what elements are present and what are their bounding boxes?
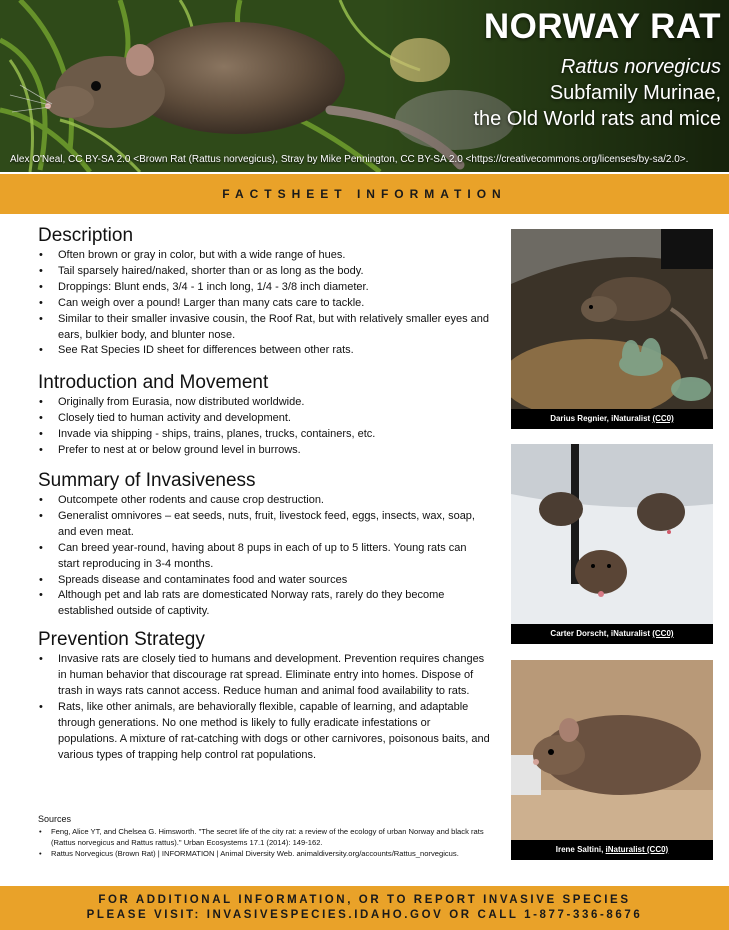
list-item: • Invasive rats are closely tied to humans and development. Prevention requires changes in human behavior that discourage rat spread. Eliminate entry into homes. Dispose of trash in ways rats cannot access. Reduce human and animal food availability to rats. — [38, 652, 490, 700]
sources-heading: Sources — [38, 814, 72, 824]
footer-line-1: FOR ADDITIONAL INFORMATION, OR TO REPORT INVASIVE SPECIES — [98, 894, 631, 906]
header-photo-credit: Alex O'Neal, CC BY-SA 2.0 <Brown Rat (Rattus norvegicus), Stray by Mike Pennington, CC BY-SA 2.0 <https://creativecommons.org/licenses/by-sa/2.0>. — [10, 154, 689, 165]
factsheet-band-label: FACTSHEET INFORMATION — [222, 187, 507, 201]
list-item: • Originally from Eurasia, now distributed worldwide. — [38, 395, 490, 411]
photo-caption-2 — [511, 624, 713, 644]
sources-section — [38, 814, 498, 859]
photo-caption-1 — [511, 409, 713, 429]
list-item: • Closely tied to human activity and development. — [38, 411, 490, 427]
invasiveness-list — [38, 493, 490, 620]
header-banner — [0, 0, 729, 172]
list-item: • Outcompete other rodents and cause crop destruction. — [38, 493, 490, 509]
photo-caption-license[interactable]: (CC0) — [652, 414, 674, 423]
list-item: • See Rat Species ID sheet for differences between other rats. — [38, 343, 490, 359]
photo-caption-3 — [511, 840, 713, 860]
list-item: • Often brown or gray in color, but with a wide range of hues. — [38, 248, 490, 264]
factsheet-band — [0, 174, 729, 214]
list-item: • Can breed year-round, having about 8 pups in each of up to 5 litters. Young rats can start reproducing in 3-4 months. — [38, 541, 490, 573]
photo-card-3 — [511, 660, 713, 860]
sources-list — [38, 826, 498, 859]
prevention-section — [38, 628, 490, 763]
invasiveness-heading: Summary of Invasiveness — [38, 469, 256, 491]
photo-caption-author: Irene Saltini, — [555, 845, 606, 854]
photo-caption-author: Carter Dorscht, iNaturalist — [550, 629, 653, 638]
photo-card-2 — [511, 444, 713, 644]
subfamily-line-2: the Old World rats and mice — [473, 108, 721, 130]
list-item: • Tail sparsely haired/naked, shorter than or as long as the body. — [38, 264, 490, 280]
introduction-section — [38, 371, 490, 459]
list-item: • Can weigh over a pound! Larger than many cats care to tackle. — [38, 296, 490, 312]
list-item: • Prefer to nest at or below ground level in burrows. — [38, 443, 490, 459]
rat-photo-1 — [511, 229, 713, 409]
rat-photo-2 — [511, 444, 713, 624]
photo-card-1 — [511, 229, 713, 429]
introduction-heading: Introduction and Movement — [38, 372, 269, 394]
rat-photo-3 — [511, 660, 713, 840]
photo-caption-author: Darius Regnier, iNaturalist — [550, 414, 653, 423]
description-section — [38, 224, 490, 359]
title-block — [473, 6, 721, 132]
list-item: • Rats, like other animals, are behaviorally flexible, capable of learning, and adaptable through generations. No one method is likely to fully eradicate infestations or populations. A mixture of rat-catching with dogs or other carnivores, poisonous baits, and various types of trapping help control rat populations. — [38, 700, 490, 764]
photo-caption-license[interactable]: iNaturalist (CC0) — [605, 845, 669, 854]
subfamily-line-1: Subfamily Murinae, — [549, 82, 721, 104]
list-item: • Droppings: Blunt ends, 3/4 - 1 inch long, 1/4 - 3/8 inch diameter. — [38, 280, 490, 296]
main-content — [38, 224, 490, 770]
list-item: • Invade via shipping - ships, trains, planes, trucks, containers, etc. — [38, 427, 490, 443]
species-title: NORWAY RAT — [483, 7, 721, 46]
scientific-name: Rattus norvegicus — [560, 56, 721, 78]
list-item: • Generalist omnivores – eat seeds, nuts, fruit, livestock feed, eggs, insects, wax, soap, and even meat. — [38, 509, 490, 541]
list-item: • Similar to their smaller invasive cousin, the Roof Rat, but with relatively smaller eyes and ears, bulkier body, and blunter nose. — [38, 312, 490, 344]
photo-caption-license[interactable]: (CC0) — [652, 629, 674, 638]
list-item: • Although pet and lab rats are domesticated Norway rats, rarely do they become established outside of captivity. — [38, 588, 490, 620]
description-list — [38, 248, 490, 359]
introduction-list — [38, 395, 490, 459]
prevention-list — [38, 652, 490, 763]
description-heading: Description — [38, 225, 134, 246]
invasiveness-section — [38, 469, 490, 620]
list-item: • Spreads disease and contaminates food and water sources — [38, 573, 490, 589]
footer-band — [0, 886, 729, 930]
prevention-heading: Prevention Strategy — [38, 629, 205, 651]
footer-line-2[interactable]: PLEASE VISIT: INVASIVESPECIES.IDAHO.GOV OR CALL 1-877-336-8676 — [86, 909, 643, 921]
source-item: • Rattus Norvegicus (Brown Rat) | INFORMATION | Animal Diversity Web. animaldiversity.org/accounts/Rattus_norvegicus. — [38, 848, 498, 859]
source-item: • Feng, Alice YT, and Chelsea G. Himsworth. "The secret life of the city rat: a review of the ecology of urban Norway and black rats (Rattus norvegicus and Rattus rattus)." Urban Ecosystems 17.1 (2014): 149-162. — [38, 826, 498, 848]
